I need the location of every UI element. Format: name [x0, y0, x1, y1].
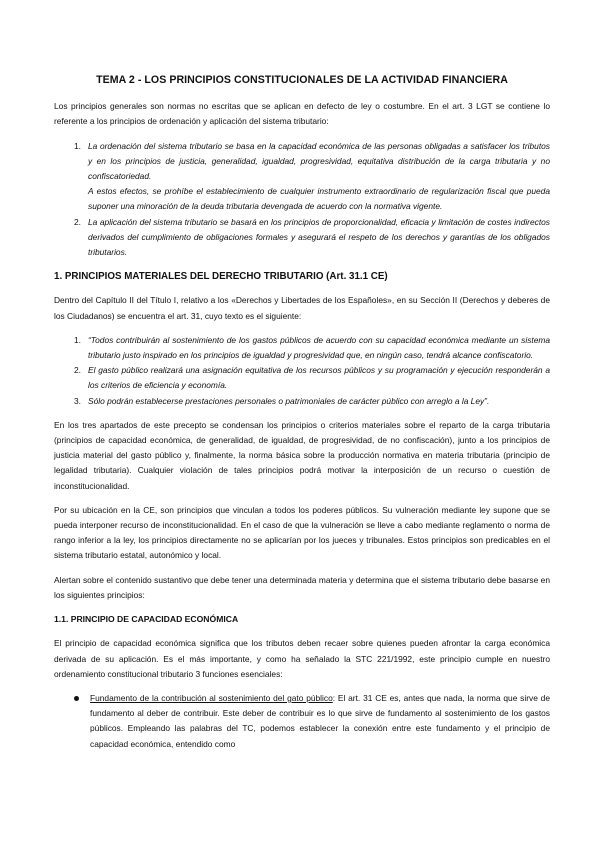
list-item-text: La aplicación del sistema tributario se basará en los principios de proporcionalidad, eficacia y limitación de costes indirectos derivados del cumplimiento de obligaciones formales y asegurará el respeto de los derechos y garantías de los obligados tributarios.: [88, 216, 550, 258]
list-item: [54, 215, 550, 261]
body-paragraph: El principio de capacidad económica significa que los tributos deben recaer sobre quienes pueden afrontar la carga económica derivada de su aplicación. Es el más importante, y como ha señalado la STC 221/1992, este principio cumple en nuestro ordenamiento constitucional tributario 3 funciones esenciales:: [54, 638, 550, 679]
list-item: [54, 363, 550, 393]
list-item-text: “Todos contribuirán al sostenimiento de los gastos públicos de acuerdo con su capacidad económica mediante un sistema tributario justo inspirado en los principios de igualdad y progresividad que, en ningún caso, tendrá alcance confiscatorio.: [88, 334, 550, 361]
list-number: 1.: [74, 334, 81, 345]
lgt-article-list: [54, 139, 550, 261]
page-title: TEMA 2 - LOS PRINCIPIOS CONSTITUCIONALES DE LA ACTIVIDAD FINANCIERA: [96, 74, 508, 86]
list-item: [54, 691, 550, 752]
list-item-text: La ordenación del sistema tributario se basa en la capacidad económica de las personas obligadas a satisfacer los tributos y en los principios de justicia, generalidad, igualdad, progresividad, equitativa distribución de la carga tributaria y no confiscatoriedad.: [88, 140, 550, 182]
body-paragraph: Alertan sobre el contenido sustantivo que debe tener una determinada materia y determina que el sistema tributario debe basarse en los siguientes principios:: [54, 574, 550, 600]
bullet-text: : El art. 31 CE es, antes que nada, la norma que sirve de fundamento al deber de contribuir. Este deber de contribuir es lo que sirve de fundamento al sostenimiento de los gastos públicos. Empleando las palabras del TC, podemos establecer la conexión entre este fundamento y el principio de capacidad económica, entendido como: [90, 692, 550, 749]
list-item: [54, 139, 550, 215]
list-item: [54, 333, 550, 363]
list-number: 1.: [74, 140, 81, 151]
body-paragraph: En los tres apartados de este precepto se condensan los principios o criterios materiales sobre el reparto de la carga tributaria (principios de capacidad económica, de generalidad, de igualdad, de progresividad, de no confiscación), junto a los principios de justicia material del gasto público y, finalmente, la norma básica sobre la producción normativa en materia tributaria (principio de legalidad tributaria). Cualquier violación de tales principios podrá motivar la interposición de un recurso o cuestión de inconstitucionalidad.: [54, 419, 550, 491]
list-item-text: El gasto público realizará una asignación equitativa de los recursos públicos y su programación y ejecución responderán a los criterios de eficiencia y economía.: [88, 365, 550, 391]
bullet-icon: [74, 696, 79, 701]
section-intro: Dentro del Capítulo II del Título I, relativo a los «Derechos y Libertades de los Españoles», en su Sección II (Derechos y deberes de los Ciudadanos) se encuentra el art. 31, cuyo texto es el siguiente:: [54, 295, 550, 321]
functions-list: [54, 691, 550, 752]
subsection-heading: 1.1. PRINCIPIO DE CAPACIDAD ECONÓMICA: [54, 614, 239, 625]
bullet-underlined-text: Fundamento de la contribución al sostenimiento del gato público: [90, 692, 333, 703]
list-item: [54, 394, 550, 409]
section-heading: 1. PRINCIPIOS MATERIALES DEL DERECHO TRIBUTARIO (Art. 31.1 CE): [54, 271, 388, 283]
list-number: 3.: [74, 395, 81, 406]
body-paragraph: Por su ubicación en la CE, son principios que vinculan a todos los poderes públicos. Su vulneración mediante ley supone que se pueda interponer recurso de inconstitucionalidad. En el caso de que la vulneración se lleve a cabo mediante reglamento o norma de rango inferior a la ley, los principios directamente no se aplicarían por los jueces y tribunales. Estos principios son predicables en el sistema tributario estatal, autonómico y local.: [54, 504, 550, 561]
ce-article-list: [54, 333, 550, 409]
list-item-extra: A estos efectos, se prohíbe el establecimiento de cualquier instrumento extraordinario de regularización fiscal que pueda suponer una minoración de la deuda tributaria devengada de acuerdo con la normativa vigente.: [88, 186, 550, 212]
list-item-text: Sólo podrán establecerse prestaciones personales o patrimoniales de carácter público con arreglo a la Ley”.: [88, 395, 490, 406]
list-number: 2.: [74, 365, 81, 376]
list-number: 2.: [74, 216, 81, 227]
intro-paragraph: Los principios generales son normas no escritas que se aplican en defecto de ley o costumbre. En el art. 3 LGT se contiene lo referente a los principios de ordenación y aplicación del sistema tributario:: [54, 101, 550, 127]
